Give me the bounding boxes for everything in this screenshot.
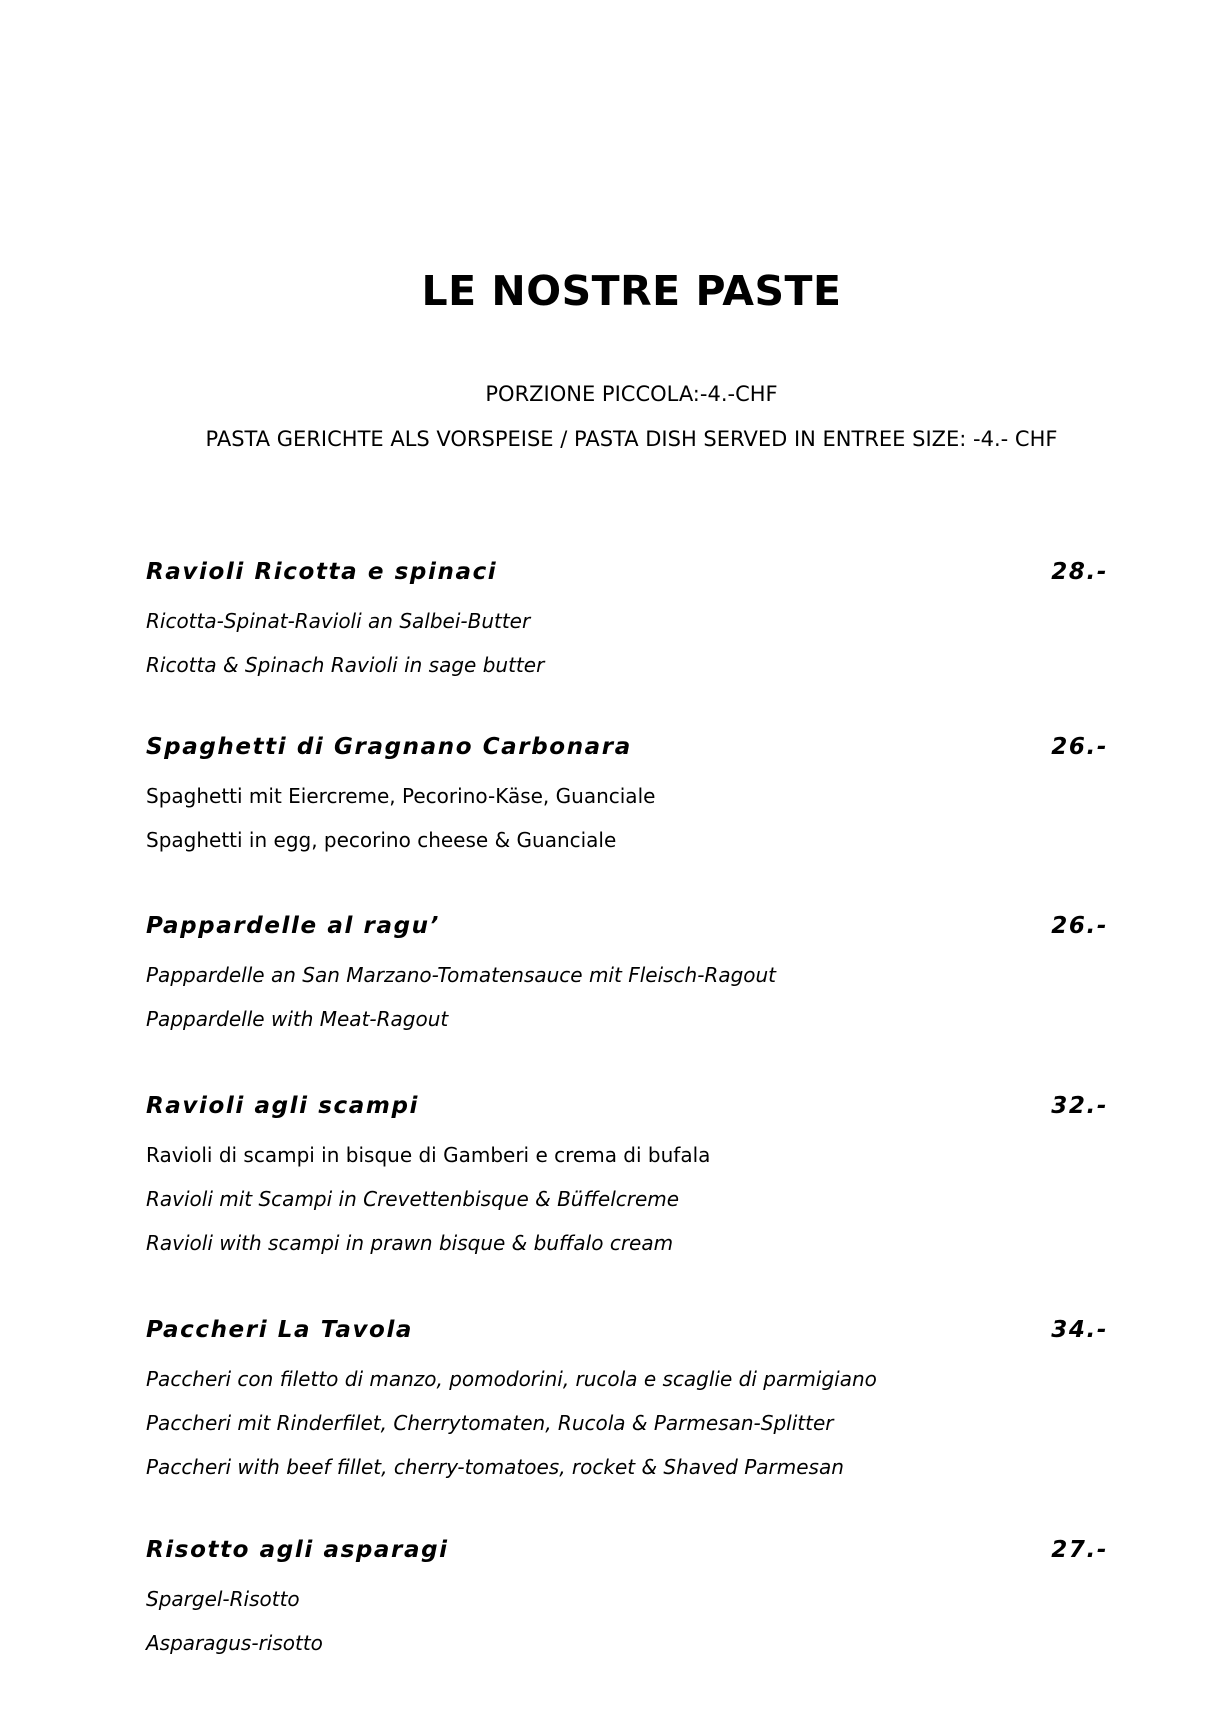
dish-description-it: Paccheri con filetto di manzo, pomodorini, rucola e scaglie di parmigiano (146, 1367, 877, 1391)
dish-description-en: Ravioli with scampi in prawn bisque & buffalo cream (146, 1231, 674, 1255)
menu-item (146, 734, 1108, 862)
dish-name: Ravioli Ricotta e spinaci (146, 559, 498, 585)
dish-price: 28.- (1051, 559, 1108, 585)
menu-item (146, 1317, 1108, 1489)
page-title: LE NOSTRE PASTE (421, 267, 842, 315)
dish-name: Spaghetti di Gragnano Carbonara (146, 734, 632, 760)
menu-item (146, 1537, 1108, 1665)
dish-description-de: Spargel-Risotto (146, 1587, 300, 1611)
menu-item-header (146, 1537, 1108, 1577)
dish-name: Pappardelle al ragu’ (146, 913, 440, 939)
menu-item-header (146, 559, 1108, 599)
dish-price: 26.- (1051, 734, 1108, 760)
dish-description-it: Ravioli di scampi in bisque di Gamberi e crema di bufala (146, 1143, 711, 1167)
dish-description-de: Paccheri mit Rinderfilet, Cherrytomaten, Rucola & Parmesan-Splitter (146, 1411, 834, 1435)
menu-item-header (146, 734, 1108, 774)
menu-item-header (146, 1093, 1108, 1133)
menu-item (146, 913, 1108, 1041)
menu-item (146, 559, 1108, 687)
dish-name: Risotto agli asparagi (146, 1537, 449, 1563)
menu-item-header (146, 1317, 1108, 1357)
entree-size-note: PASTA GERICHTE ALS VORSPEISE / PASTA DISH SERVED IN ENTREE SIZE: -4.- CHF (205, 427, 1058, 451)
menu-item (146, 1093, 1108, 1265)
dish-description-en: Paccheri with beef fillet, cherry-tomatoes, rocket & Shaved Parmesan (146, 1455, 844, 1479)
dish-price: 34.- (1051, 1317, 1108, 1343)
dish-price: 32.- (1051, 1093, 1108, 1119)
dish-description-en: Pappardelle with Meat-Ragout (146, 1007, 449, 1031)
menu-item-header (146, 913, 1108, 953)
dish-description-en: Ricotta & Spinach Ravioli in sage butter (146, 653, 545, 677)
dish-description-de: Ravioli mit Scampi in Crevettenbisque & Büffelcreme (146, 1187, 680, 1211)
dish-description-de: Pappardelle an San Marzano-Tomatensauce mit Fleisch-Ragout (146, 963, 777, 987)
small-portion-note: PORZIONE PICCOLA:-4.-CHF (485, 382, 778, 406)
dish-price: 27.- (1051, 1537, 1108, 1563)
dish-description-de: Spaghetti mit Eiercreme, Pecorino-Käse, Guanciale (146, 784, 656, 808)
dish-description-en: Spaghetti in egg, pecorino cheese & Guanciale (146, 828, 617, 852)
dish-description-en: Asparagus-risotto (146, 1631, 323, 1655)
dish-price: 26.- (1051, 913, 1108, 939)
dish-description-de: Ricotta-Spinat-Ravioli an Salbei-Butter (146, 609, 531, 633)
dish-name: Ravioli agli scampi (146, 1093, 420, 1119)
dish-name: Paccheri La Tavola (146, 1317, 414, 1343)
